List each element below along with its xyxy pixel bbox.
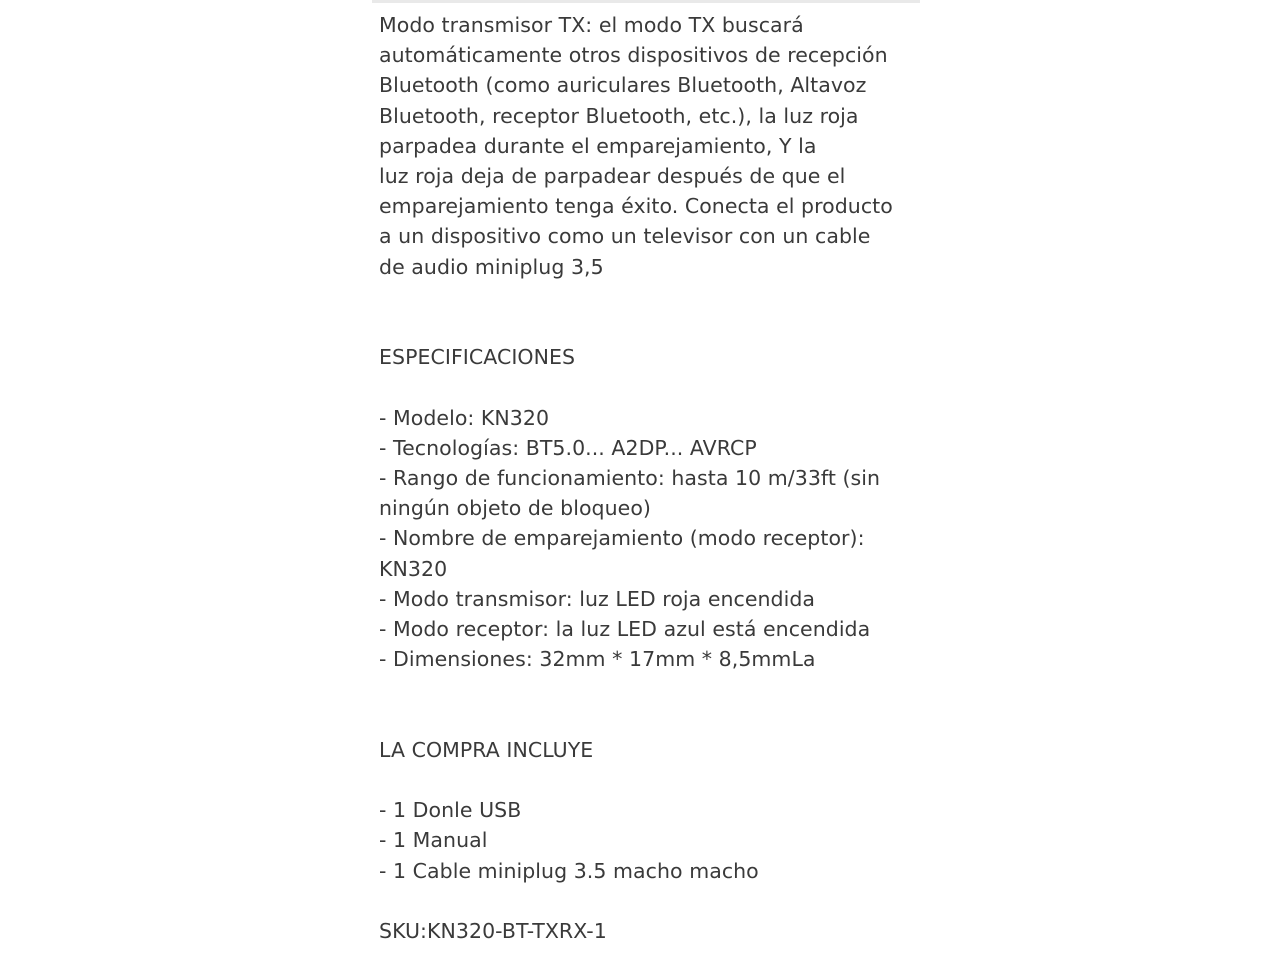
spacer <box>379 886 919 916</box>
spec-item: - Modo transmisor: luz LED roja encendida <box>379 586 816 611</box>
text-line: parpadea durante el emparejamiento, Y la <box>379 133 817 158</box>
spacer <box>379 372 919 402</box>
text-line: de audio miniplug 3,5 <box>379 254 604 279</box>
spec-item: - Dimensiones: 32mm * 17mm * 8,5mmLa <box>379 647 816 672</box>
spacer <box>379 282 919 342</box>
included-item: - 1 Cable miniplug 3.5 macho macho <box>379 858 759 883</box>
spec-item: KN320 <box>379 556 448 581</box>
spec-item: - Nombre de emparejamiento (modo receptor): <box>379 526 865 551</box>
text-line: luz roja deja de parpadear después de que el <box>379 164 846 189</box>
spec-item: - Rango de funcionamiento: hasta 10 m/33ft (sin <box>379 466 881 491</box>
spacer <box>379 674 919 734</box>
text-line: a un dispositivo como un televisor con un cable <box>379 224 871 249</box>
text-line: emparejamiento tenga éxito. Conecta el producto <box>379 194 893 219</box>
spec-item: ningún objeto de bloqueo) <box>379 496 651 521</box>
top-divider <box>372 0 920 3</box>
spec-item: - Tecnologías: BT5.0... A2DP... AVRCP <box>379 435 757 460</box>
spec-item: - Modo receptor: la luz LED azul está encendida <box>379 617 871 642</box>
text-line: Modo transmisor TX: el modo TX buscará <box>379 13 804 37</box>
spacer <box>379 765 919 795</box>
tx-mode-paragraph <box>379 10 919 282</box>
sku-text: SKU:KN320-BT-TXRX-1 <box>379 919 607 944</box>
specs-list <box>379 403 919 675</box>
text-line: Bluetooth, receptor Bluetooth, etc.), la luz roja <box>379 103 859 128</box>
spec-item: - Modelo: KN320 <box>379 405 550 430</box>
text-line: Bluetooth (como auriculares Bluetooth, Altavoz <box>379 73 867 98</box>
included-item: - 1 Manual <box>379 828 488 853</box>
text-line: automáticamente otros dispositivos de recepción <box>379 43 888 68</box>
includes-heading: LA COMPRA INCLUYE <box>379 737 594 762</box>
specs-heading: ESPECIFICACIONES <box>379 345 576 370</box>
includes-list <box>379 795 919 886</box>
product-description-text <box>379 10 919 946</box>
included-item: - 1 Donle USB <box>379 798 522 823</box>
